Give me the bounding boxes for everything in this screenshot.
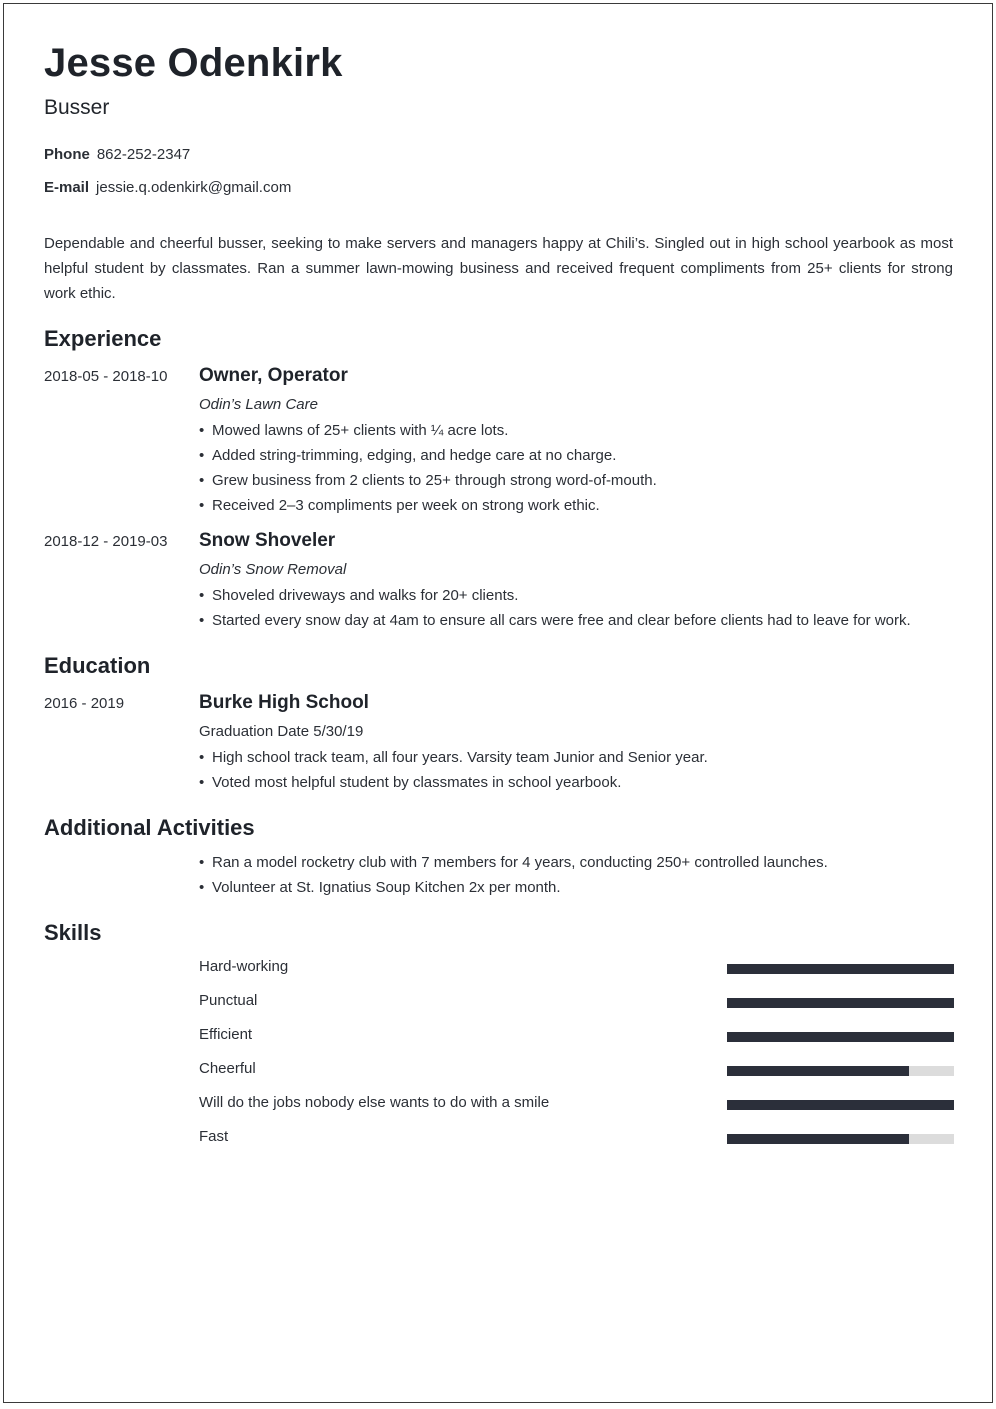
skill-name: Efficient xyxy=(199,1026,253,1043)
phone-label: Phone xyxy=(44,146,90,163)
skill-level-bar xyxy=(727,1032,954,1042)
skill-level-bar xyxy=(727,1134,954,1144)
skill-name: Fast xyxy=(199,1128,229,1145)
job-bullets xyxy=(199,586,911,636)
job-dates: 2018-05 - 2018-10 xyxy=(44,368,168,385)
job-dates: 2018-12 - 2019-03 xyxy=(44,533,168,550)
skill-level-bar xyxy=(727,1066,954,1076)
job-role: Owner, Operator xyxy=(199,365,348,386)
job-role: Snow Shoveler xyxy=(199,530,336,551)
skill-level-fill xyxy=(727,1100,954,1110)
list-item: • Ran a model rocketry club with 7 members for 4 years, conducting 250+ controlled launches. xyxy=(199,853,828,878)
skill-row xyxy=(199,958,954,978)
skill-level-bar xyxy=(727,964,954,974)
list-item: • Mowed lawns of 25+ clients with ¼ acre lots. xyxy=(199,421,657,446)
skill-row xyxy=(199,1060,954,1080)
skill-level-fill xyxy=(727,964,954,974)
education-heading: Education xyxy=(44,653,151,678)
list-item: • Added string-trimming, edging, and hedge care at no charge. xyxy=(199,446,657,471)
skill-name: Cheerful xyxy=(199,1060,256,1077)
candidate-name: Jesse Odenkirk xyxy=(44,41,343,85)
list-item: • Voted most helpful student by classmates in school yearbook. xyxy=(199,773,708,798)
job-company: Odin’s Lawn Care xyxy=(199,396,318,413)
skill-row xyxy=(199,1026,954,1046)
activities-bullets xyxy=(199,853,828,903)
skill-name: Will do the jobs nobody else wants to do with a smile xyxy=(199,1094,550,1111)
job-company: Odin’s Snow Removal xyxy=(199,561,347,578)
skill-level-fill xyxy=(727,1032,954,1042)
skill-row xyxy=(199,1128,954,1148)
skill-level-bar xyxy=(727,1100,954,1110)
phone-row xyxy=(44,146,190,163)
summary-paragraph: Dependable and cheerful busser, seeking to make servers and managers happy at Chili’s. Singled out in high school yearbook as most helpful student by classmates. Ran a summer lawn-mowing business and received frequent compliments from 25+ clients for strong work ethic. xyxy=(44,235,953,302)
email-value: jessie.q.odenkirk@gmail.com xyxy=(96,179,292,196)
skill-level-fill xyxy=(727,998,954,1008)
email-row xyxy=(44,179,291,196)
list-item: • Started every snow day at 4am to ensure all cars were free and clear before clients had to leave for work. xyxy=(199,611,911,636)
list-item: • Grew business from 2 clients to 25+ through strong word-of-mouth. xyxy=(199,471,657,496)
skill-level-fill xyxy=(727,1066,909,1076)
resume-page xyxy=(3,3,993,1403)
skill-level-bar xyxy=(727,998,954,1008)
school-name: Burke High School xyxy=(199,692,369,713)
email-label: E-mail xyxy=(44,179,90,196)
job-bullets xyxy=(199,421,657,521)
skill-name: Hard-working xyxy=(199,958,289,975)
experience-heading: Experience xyxy=(44,326,162,351)
skill-name: Punctual xyxy=(199,992,258,1009)
skill-row xyxy=(199,1094,954,1114)
phone-value: 862-252-2347 xyxy=(96,146,191,163)
list-item: • Received 2–3 compliments per week on strong work ethic. xyxy=(199,496,657,521)
education-bullets xyxy=(199,748,708,798)
education-dates: 2016 - 2019 xyxy=(44,695,125,712)
list-item: • Volunteer at St. Ignatius Soup Kitchen 2x per month. xyxy=(199,878,828,903)
skill-row xyxy=(199,992,954,1012)
list-item: • Shoveled driveways and walks for 20+ clients. xyxy=(199,586,911,611)
list-item: • High school track team, all four years. Varsity team Junior and Senior year. xyxy=(199,748,708,773)
activities-heading: Additional Activities xyxy=(44,815,255,840)
graduation-date: Graduation Date 5/30/19 xyxy=(199,723,364,740)
skill-level-fill xyxy=(727,1134,909,1144)
job-title: Busser xyxy=(44,96,110,119)
skills-heading: Skills xyxy=(44,920,102,945)
